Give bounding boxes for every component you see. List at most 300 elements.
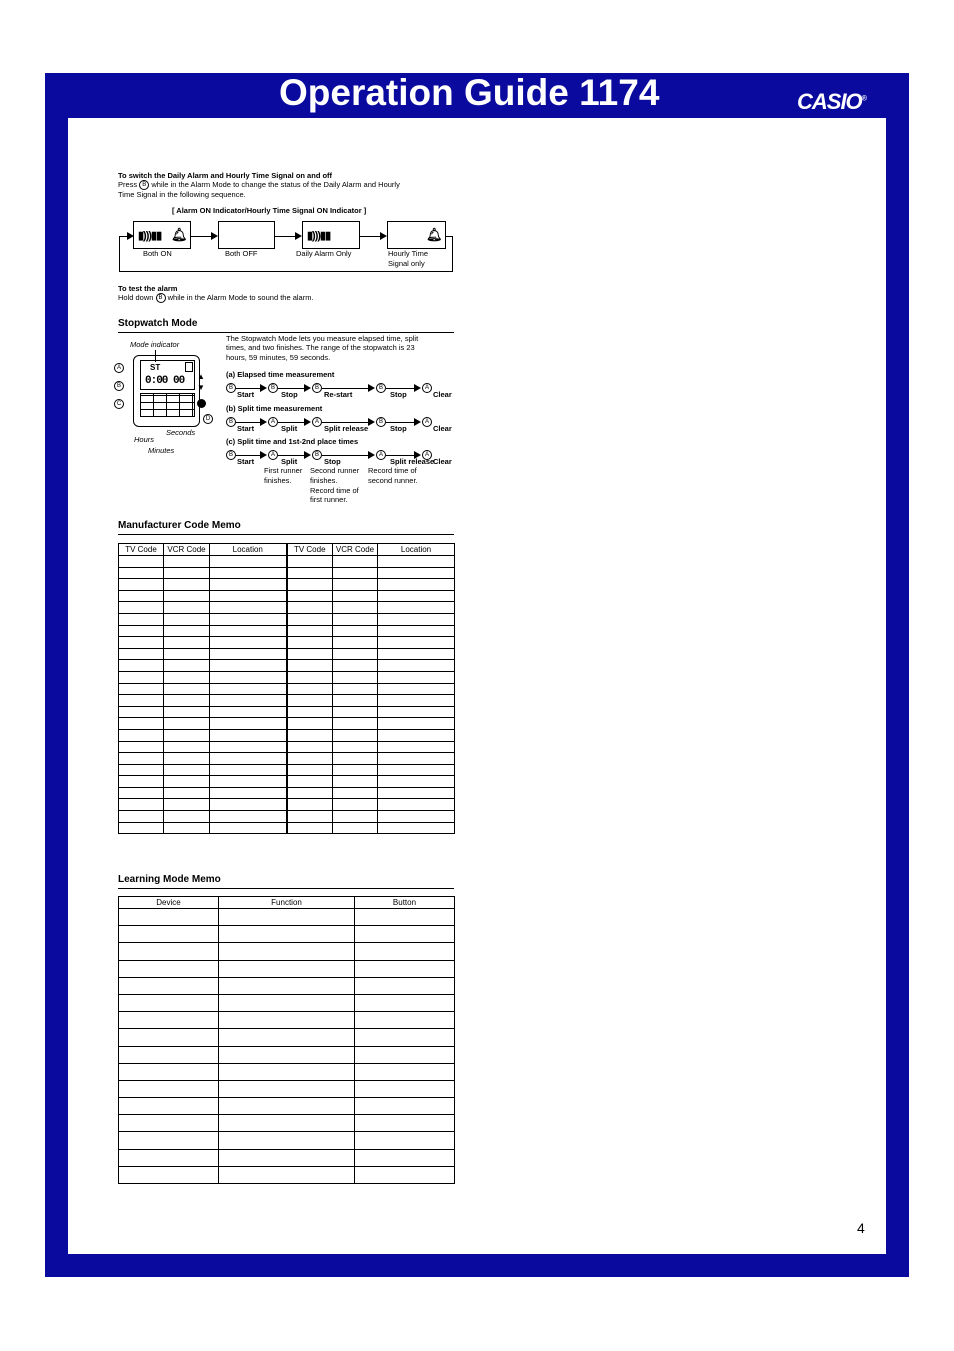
table-cell[interactable]: [355, 1012, 455, 1029]
seq-button-icon: B: [226, 383, 236, 393]
col-function: Function: [219, 897, 355, 909]
table-cell[interactable]: [333, 776, 378, 788]
table-cell[interactable]: [378, 579, 455, 591]
table-cell[interactable]: [119, 811, 164, 823]
table-row: [119, 977, 455, 994]
table-cell[interactable]: [333, 602, 378, 614]
table-row: [119, 683, 455, 695]
table-cell[interactable]: [210, 729, 287, 741]
table-cell[interactable]: [287, 579, 333, 591]
table-cell[interactable]: [210, 799, 287, 811]
table-cell[interactable]: [119, 602, 164, 614]
table-cell[interactable]: [333, 579, 378, 591]
table-cell[interactable]: [164, 764, 210, 776]
table-cell[interactable]: [210, 753, 287, 765]
table-cell[interactable]: [378, 683, 455, 695]
table-cell[interactable]: [119, 729, 164, 741]
seq-step-label: Split: [281, 424, 298, 433]
c-button-icon: C: [114, 399, 124, 409]
table-row: [119, 741, 455, 753]
table-cell[interactable]: [333, 556, 378, 568]
table-cell[interactable]: [119, 1063, 219, 1080]
seq-button-icon: A: [422, 450, 432, 460]
table-cell[interactable]: [355, 1115, 455, 1132]
table-cell[interactable]: [287, 613, 333, 625]
table-cell[interactable]: [119, 579, 164, 591]
col-button: Button: [355, 897, 455, 909]
table-cell[interactable]: [164, 729, 210, 741]
table-cell[interactable]: [210, 637, 287, 649]
table-cell[interactable]: [219, 1132, 355, 1149]
table-cell[interactable]: [164, 567, 210, 579]
registered-mark: ®: [861, 95, 866, 103]
table-cell[interactable]: [378, 718, 455, 730]
col-vcr-code: VCR Code: [333, 544, 378, 556]
table-cell[interactable]: [210, 567, 287, 579]
table-cell[interactable]: [210, 671, 287, 683]
table-cell[interactable]: [287, 590, 333, 602]
table-cell[interactable]: [210, 811, 287, 823]
up-arrow-icon: ▲: [197, 372, 205, 381]
table-cell[interactable]: [219, 1046, 355, 1063]
table-cell[interactable]: [287, 625, 333, 637]
table-cell[interactable]: [378, 671, 455, 683]
table-cell[interactable]: [219, 1098, 355, 1115]
alarm-switch-text-1: Press: [118, 180, 138, 189]
daily-alarm-indicator-icon: ▮)))▮▮: [138, 230, 162, 242]
table-cell[interactable]: [210, 660, 287, 672]
table-cell[interactable]: [355, 977, 455, 994]
table-cell[interactable]: [219, 926, 355, 943]
table-cell[interactable]: [164, 753, 210, 765]
table-cell[interactable]: [119, 1046, 219, 1063]
state-hourly-signal-box: [387, 221, 446, 249]
table-cell[interactable]: [333, 811, 378, 823]
arrow-right-icon: [260, 418, 267, 426]
table-cell[interactable]: [210, 706, 287, 718]
arrow-right-icon: [414, 384, 421, 392]
table-row: [119, 799, 455, 811]
daily-alarm-indicator-icon: ▮)))▮▮: [307, 230, 331, 242]
seq-button-icon: A: [422, 417, 432, 427]
table-row: [119, 943, 455, 960]
table-cell[interactable]: [355, 1098, 455, 1115]
table-cell[interactable]: [355, 1149, 455, 1166]
table-cell[interactable]: [164, 799, 210, 811]
table-cell[interactable]: [219, 1080, 355, 1097]
seq-a-title: (a) Elapsed time measurement: [226, 370, 335, 379]
table-cell[interactable]: [287, 660, 333, 672]
table-row: [119, 1080, 455, 1097]
table-cell[interactable]: [333, 660, 378, 672]
seq-button-icon: A: [376, 450, 386, 460]
table-row: [119, 648, 455, 660]
keypad: [140, 393, 195, 417]
seq-button-icon: B: [312, 383, 322, 393]
table-cell[interactable]: [210, 579, 287, 591]
seq-button-icon: B: [376, 383, 386, 393]
table-row: [119, 556, 455, 568]
table-cell[interactable]: [164, 648, 210, 660]
table-cell[interactable]: [219, 977, 355, 994]
col-tv-code: TV Code: [287, 544, 333, 556]
stopwatch-heading: Stopwatch Mode: [118, 318, 198, 329]
table-cell[interactable]: [164, 776, 210, 788]
table-cell[interactable]: [119, 960, 219, 977]
seq-step-label: Start: [237, 390, 255, 399]
table-cell[interactable]: [333, 822, 378, 834]
table-cell[interactable]: [287, 764, 333, 776]
table-header-row: [119, 897, 455, 909]
table-cell[interactable]: [210, 556, 287, 568]
mode-box-icon: [185, 362, 193, 372]
table-cell[interactable]: [119, 637, 164, 649]
alarm-test-text-2: while in the Alarm Mode to sound the alarm.: [167, 293, 314, 302]
seq-step-label: Stop: [390, 424, 407, 433]
table-cell[interactable]: [333, 590, 378, 602]
table-cell[interactable]: [219, 1149, 355, 1166]
table-cell[interactable]: [333, 741, 378, 753]
table-cell[interactable]: [119, 799, 164, 811]
table-cell[interactable]: [287, 799, 333, 811]
table-cell[interactable]: [119, 1029, 219, 1046]
table-cell[interactable]: [378, 556, 455, 568]
learning-memo-heading: Learning Mode Memo: [118, 874, 221, 885]
casio-logo: [797, 89, 866, 115]
arrow-right-icon: [304, 384, 311, 392]
table-cell[interactable]: [219, 909, 355, 926]
table-cell[interactable]: [333, 764, 378, 776]
table-cell[interactable]: [355, 943, 455, 960]
table-row: [119, 729, 455, 741]
table-cell[interactable]: [119, 1080, 219, 1097]
table-cell[interactable]: [210, 625, 287, 637]
table-cell[interactable]: [333, 683, 378, 695]
b-button-icon: B: [114, 381, 124, 391]
table-cell[interactable]: [378, 822, 455, 834]
alarm-switch-text-3: Time Signal in the following sequence.: [118, 190, 246, 199]
table-cell[interactable]: [378, 729, 455, 741]
table-cell[interactable]: [210, 822, 287, 834]
table-cell[interactable]: [287, 556, 333, 568]
col-vcr-code: VCR Code: [164, 544, 210, 556]
table-row: [119, 1132, 455, 1149]
brand-text: CASIO: [797, 89, 862, 114]
table-cell[interactable]: [119, 660, 164, 672]
table-cell[interactable]: [333, 648, 378, 660]
table-cell[interactable]: [219, 1029, 355, 1046]
table-cell[interactable]: [119, 787, 164, 799]
table-cell[interactable]: [119, 977, 219, 994]
table-row: [119, 1166, 455, 1183]
table-cell[interactable]: [378, 567, 455, 579]
table-cell[interactable]: [333, 637, 378, 649]
table-cell[interactable]: [287, 637, 333, 649]
table-cell[interactable]: [378, 695, 455, 707]
table-cell[interactable]: [164, 637, 210, 649]
col-tv-code: TV Code: [119, 544, 164, 556]
seq-b-title: (b) Split time measurement: [226, 404, 323, 413]
table-row: [119, 926, 455, 943]
table-cell[interactable]: [355, 1063, 455, 1080]
col-location: Location: [378, 544, 455, 556]
mode-indicator-label: Mode indicator: [130, 340, 180, 349]
table-cell[interactable]: [164, 718, 210, 730]
table-cell[interactable]: [210, 683, 287, 695]
table-row: [119, 1098, 455, 1115]
col-device: Device: [119, 897, 219, 909]
table-cell[interactable]: [333, 671, 378, 683]
table-cell[interactable]: [287, 729, 333, 741]
table-cell[interactable]: [119, 822, 164, 834]
table-cell[interactable]: [287, 753, 333, 765]
table-cell[interactable]: [164, 602, 210, 614]
table-cell[interactable]: [333, 787, 378, 799]
table-cell[interactable]: [119, 1166, 219, 1183]
table-cell[interactable]: [333, 729, 378, 741]
table-cell[interactable]: [119, 994, 219, 1011]
table-row: [119, 994, 455, 1011]
table-cell[interactable]: [219, 1012, 355, 1029]
table-cell[interactable]: [355, 1166, 455, 1183]
table-cell[interactable]: [287, 567, 333, 579]
table-cell[interactable]: [333, 625, 378, 637]
manufacturer-code-table: [118, 543, 455, 834]
table-cell[interactable]: [164, 625, 210, 637]
arrow-right-icon: [368, 451, 375, 459]
table-header-row: [119, 544, 455, 556]
table-row: [119, 764, 455, 776]
table-cell[interactable]: [164, 590, 210, 602]
table-cell[interactable]: [333, 718, 378, 730]
table-cell[interactable]: [164, 613, 210, 625]
table-cell[interactable]: [219, 960, 355, 977]
b-button-icon: B: [156, 293, 166, 303]
table-row: [119, 787, 455, 799]
table-cell[interactable]: [219, 1166, 355, 1183]
table-row: [119, 718, 455, 730]
seq-step-label: Split: [281, 457, 298, 466]
down-arrow-icon: ▼: [197, 383, 205, 392]
table-cell[interactable]: [164, 660, 210, 672]
table-cell[interactable]: [119, 1149, 219, 1166]
table-cell[interactable]: [378, 787, 455, 799]
table-cell[interactable]: [119, 718, 164, 730]
table-cell[interactable]: [378, 799, 455, 811]
table-cell[interactable]: [287, 602, 333, 614]
table-cell[interactable]: [119, 909, 219, 926]
state-label-daily-alarm: Daily Alarm Only: [296, 249, 352, 258]
table-cell[interactable]: [119, 590, 164, 602]
table-cell[interactable]: [378, 764, 455, 776]
table-cell[interactable]: [119, 695, 164, 707]
table-cell[interactable]: [378, 706, 455, 718]
table-cell[interactable]: [164, 706, 210, 718]
table-row: [119, 822, 455, 834]
seq-step-label: Stop: [281, 390, 298, 399]
a-button-icon: A: [114, 363, 124, 373]
table-cell[interactable]: [210, 602, 287, 614]
table-cell[interactable]: [210, 695, 287, 707]
table-cell[interactable]: [119, 613, 164, 625]
arrow-right-icon: [260, 384, 267, 392]
manufacturer-memo-heading: Manufacturer Code Memo: [118, 520, 241, 531]
arrow-right-icon: [304, 418, 311, 426]
table-cell[interactable]: [333, 706, 378, 718]
table-cell[interactable]: [119, 671, 164, 683]
table-cell[interactable]: [355, 1132, 455, 1149]
table-cell[interactable]: [378, 753, 455, 765]
table-row: [119, 579, 455, 591]
indicator-caption: [ Alarm ON Indicator/Hourly Time Signal ON Indicator ]: [172, 206, 367, 215]
table-cell[interactable]: [164, 741, 210, 753]
table-cell[interactable]: [287, 718, 333, 730]
arrow-right-icon: [304, 451, 311, 459]
state-label-both-on: Both ON: [143, 249, 172, 258]
table-cell[interactable]: [333, 613, 378, 625]
table-cell[interactable]: [378, 776, 455, 788]
table-cell[interactable]: [287, 706, 333, 718]
seq-button-icon: A: [312, 417, 322, 427]
table-cell[interactable]: [287, 822, 333, 834]
table-cell[interactable]: [333, 799, 378, 811]
table-row: [119, 1046, 455, 1063]
table-cell[interactable]: [164, 579, 210, 591]
table-cell[interactable]: [355, 1029, 455, 1046]
table-cell[interactable]: [210, 718, 287, 730]
state-label-hourly-2: Signal only: [388, 259, 425, 268]
table-cell[interactable]: [164, 556, 210, 568]
alarm-switch-text-2: while in the Alarm Mode to change the status of the Daily Alarm and Hourly: [151, 180, 400, 189]
table-cell[interactable]: [164, 811, 210, 823]
state-both-on-box: [133, 221, 191, 249]
table-cell[interactable]: [119, 567, 164, 579]
seq-button-icon: B: [226, 450, 236, 460]
table-row: [119, 753, 455, 765]
table-cell[interactable]: [378, 811, 455, 823]
table-cell[interactable]: [378, 613, 455, 625]
table-cell[interactable]: [287, 787, 333, 799]
table-cell[interactable]: [378, 625, 455, 637]
table-cell[interactable]: [333, 753, 378, 765]
table-cell[interactable]: [355, 994, 455, 1011]
table-cell[interactable]: [119, 943, 219, 960]
table-cell[interactable]: [119, 926, 219, 943]
table-cell[interactable]: [119, 1132, 219, 1149]
c-note-release-1: Record time of: [368, 466, 417, 475]
table-cell[interactable]: [119, 1012, 219, 1029]
table-cell[interactable]: [119, 776, 164, 788]
table-row: [119, 590, 455, 602]
c-note-split-1: First runner: [264, 466, 303, 475]
table-cell[interactable]: [219, 943, 355, 960]
alarm-test-text: [118, 293, 314, 303]
seq-c-title: (c) Split time and 1st-2nd place times: [226, 437, 359, 446]
table-cell[interactable]: [287, 776, 333, 788]
display-time: 0:00 00: [145, 375, 185, 387]
stopwatch-intro-1: The Stopwatch Mode lets you measure elapsed time, split: [226, 334, 419, 343]
table-cell[interactable]: [164, 683, 210, 695]
table-cell[interactable]: [119, 706, 164, 718]
table-cell[interactable]: [119, 764, 164, 776]
table-cell[interactable]: [164, 787, 210, 799]
table-cell[interactable]: [164, 695, 210, 707]
table-row: [119, 1029, 455, 1046]
table-cell[interactable]: [210, 590, 287, 602]
table-cell[interactable]: [355, 1080, 455, 1097]
table-cell[interactable]: [210, 613, 287, 625]
table-cell[interactable]: [119, 1098, 219, 1115]
c-note-stop-3: Record time of: [310, 486, 359, 495]
table-cell[interactable]: [333, 567, 378, 579]
seq-button-icon: A: [268, 417, 278, 427]
table-cell[interactable]: [119, 625, 164, 637]
table-cell[interactable]: [219, 994, 355, 1011]
learning-mode-table: [118, 896, 455, 1184]
table-cell[interactable]: [164, 671, 210, 683]
table-cell[interactable]: [355, 960, 455, 977]
table-cell[interactable]: [378, 660, 455, 672]
table-cell[interactable]: [378, 637, 455, 649]
table-cell[interactable]: [164, 822, 210, 834]
table-cell[interactable]: [378, 602, 455, 614]
c-note-stop-2: finishes.: [310, 476, 338, 485]
table-row: [119, 706, 455, 718]
table-cell[interactable]: [378, 741, 455, 753]
table-cell[interactable]: [287, 648, 333, 660]
seq-button-icon: A: [268, 450, 278, 460]
seq-step-label: Stop: [390, 390, 407, 399]
table-cell[interactable]: [287, 811, 333, 823]
table-cell[interactable]: [378, 648, 455, 660]
bell-icon: 🔔︎: [426, 227, 442, 242]
table-cell[interactable]: [219, 1115, 355, 1132]
table-cell[interactable]: [119, 556, 164, 568]
seq-step-label: Clear: [433, 424, 452, 433]
table-cell[interactable]: [355, 1046, 455, 1063]
table-cell[interactable]: [119, 1115, 219, 1132]
table-row: [119, 909, 455, 926]
table-cell[interactable]: [210, 776, 287, 788]
seq-step-label: Re-start: [324, 390, 353, 399]
seq-step-label: Stop: [324, 457, 341, 466]
table-cell[interactable]: [210, 787, 287, 799]
state-label-hourly-1: Hourly Time: [388, 249, 429, 258]
table-cell[interactable]: [378, 590, 455, 602]
table-cell[interactable]: [210, 764, 287, 776]
table-cell[interactable]: [355, 926, 455, 943]
table-cell[interactable]: [287, 683, 333, 695]
table-cell[interactable]: [287, 671, 333, 683]
table-row: [119, 1149, 455, 1166]
table-cell[interactable]: [119, 683, 164, 695]
page-number: 4: [857, 1220, 865, 1236]
table-row: [119, 811, 455, 823]
table-row: [119, 776, 455, 788]
table-cell[interactable]: [287, 695, 333, 707]
table-cell[interactable]: [219, 1063, 355, 1080]
table-cell[interactable]: [210, 648, 287, 660]
table-cell[interactable]: [333, 695, 378, 707]
table-cell[interactable]: [119, 741, 164, 753]
table-cell[interactable]: [119, 648, 164, 660]
table-cell[interactable]: [287, 741, 333, 753]
table-cell[interactable]: [210, 741, 287, 753]
seq-step-label: Clear: [433, 457, 452, 466]
c-note-release-2: second runner.: [368, 476, 418, 485]
table-cell[interactable]: [355, 909, 455, 926]
table-cell[interactable]: [119, 753, 164, 765]
